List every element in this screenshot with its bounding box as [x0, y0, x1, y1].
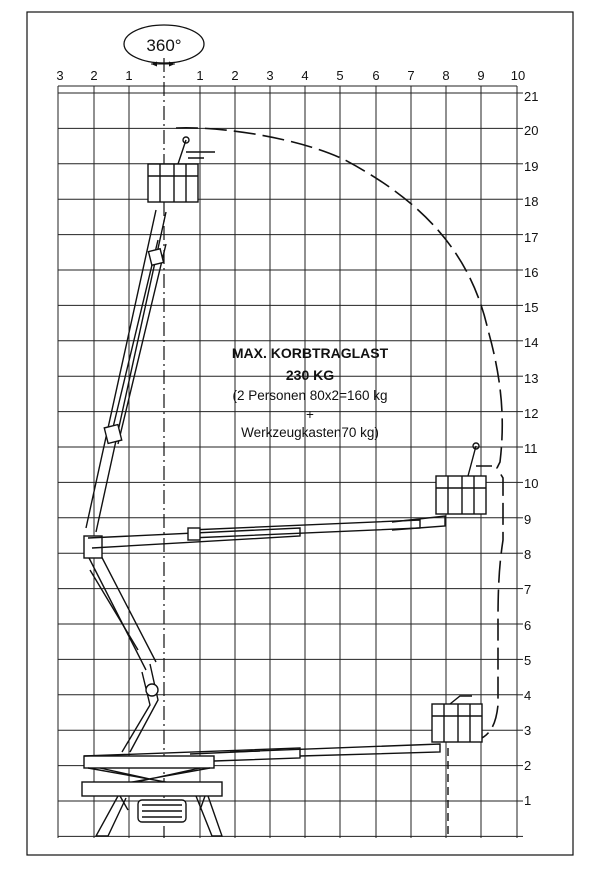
y-label-19: 19: [524, 159, 539, 174]
x-label-right-5: 5: [336, 68, 344, 83]
y-label-4: 4: [524, 688, 532, 703]
raised-basket-cage: [148, 164, 198, 202]
y-label-14: 14: [524, 335, 539, 350]
horizontal-scale-right: [196, 68, 525, 83]
capacity-detail-persons: (2 Personen 80x2=160 kg: [232, 388, 388, 403]
capacity-detail-tools: Werkzeugkasten70 kg): [241, 425, 379, 440]
y-label-20: 20: [524, 123, 539, 138]
capacity-title: MAX. KORBTRAGLAST: [231, 345, 389, 361]
y-label-5: 5: [524, 653, 532, 668]
raised-boom-clamp-upper: [148, 249, 163, 265]
y-label-9: 9: [524, 512, 532, 527]
capacity-caption: [232, 345, 389, 440]
x-label-right-4: 4: [301, 68, 309, 83]
horizontal-scale-left: [56, 68, 132, 83]
ground-basket: [432, 696, 482, 742]
y-label-21: 21: [524, 89, 539, 104]
ground-basket-mount: [450, 696, 472, 704]
horizontal-basket-cage: [436, 476, 486, 514]
lower-arm-joint: [146, 684, 158, 696]
y-label-18: 18: [524, 194, 539, 209]
lower-arm-assembly: [84, 536, 158, 752]
y-label-2: 2: [524, 758, 532, 773]
x-label-right-10: 10: [510, 68, 526, 83]
x-label-right-6: 6: [372, 68, 380, 83]
horizontal-basket-mount: [468, 446, 492, 476]
x-label-right-7: 7: [407, 68, 415, 83]
y-label-10: 10: [524, 476, 539, 491]
horizontal-basket: [436, 443, 492, 514]
horizontal-boom-clamp: [188, 528, 200, 540]
outrigger-left: [96, 796, 126, 836]
aerial-lift-drawing: [82, 137, 492, 836]
raised-boom-clamp: [104, 425, 121, 444]
capacity-load: 230 KG: [285, 367, 335, 383]
y-label-16: 16: [524, 265, 539, 280]
raised-basket: [148, 137, 215, 202]
lower-arm-a: [86, 546, 156, 670]
chassis-frame: [84, 756, 214, 768]
y-label-15: 15: [524, 300, 539, 315]
y-label-12: 12: [524, 406, 539, 421]
capacity-plus: +: [306, 407, 314, 422]
horizontal-boom: [88, 516, 445, 548]
ground-basket-cage: [432, 704, 482, 742]
chassis: [82, 756, 222, 836]
x-label-right-2: 2: [231, 68, 239, 83]
x-label-right-3: 3: [266, 68, 274, 83]
lower-arm-b: [122, 664, 158, 752]
chassis-lower-frame: [82, 782, 222, 796]
x-label-right-9: 9: [477, 68, 485, 83]
rotation-label: 360°: [146, 36, 182, 55]
x-label-left-3: 3: [56, 68, 64, 83]
y-label-3: 3: [524, 723, 532, 738]
x-label-left-2: 2: [90, 68, 98, 83]
y-label-6: 6: [524, 618, 532, 633]
y-label-8: 8: [524, 547, 532, 562]
y-label-17: 17: [524, 230, 539, 245]
x-label-left-1: 1: [125, 68, 133, 83]
y-label-11: 11: [524, 441, 538, 456]
raised-boom: [86, 210, 166, 532]
y-label-1: 1: [524, 793, 532, 808]
x-label-right-8: 8: [442, 68, 450, 83]
y-label-7: 7: [524, 582, 532, 597]
x-label-right-1: 1: [196, 68, 204, 83]
y-label-13: 13: [524, 371, 539, 386]
vertical-scale: [524, 89, 538, 808]
